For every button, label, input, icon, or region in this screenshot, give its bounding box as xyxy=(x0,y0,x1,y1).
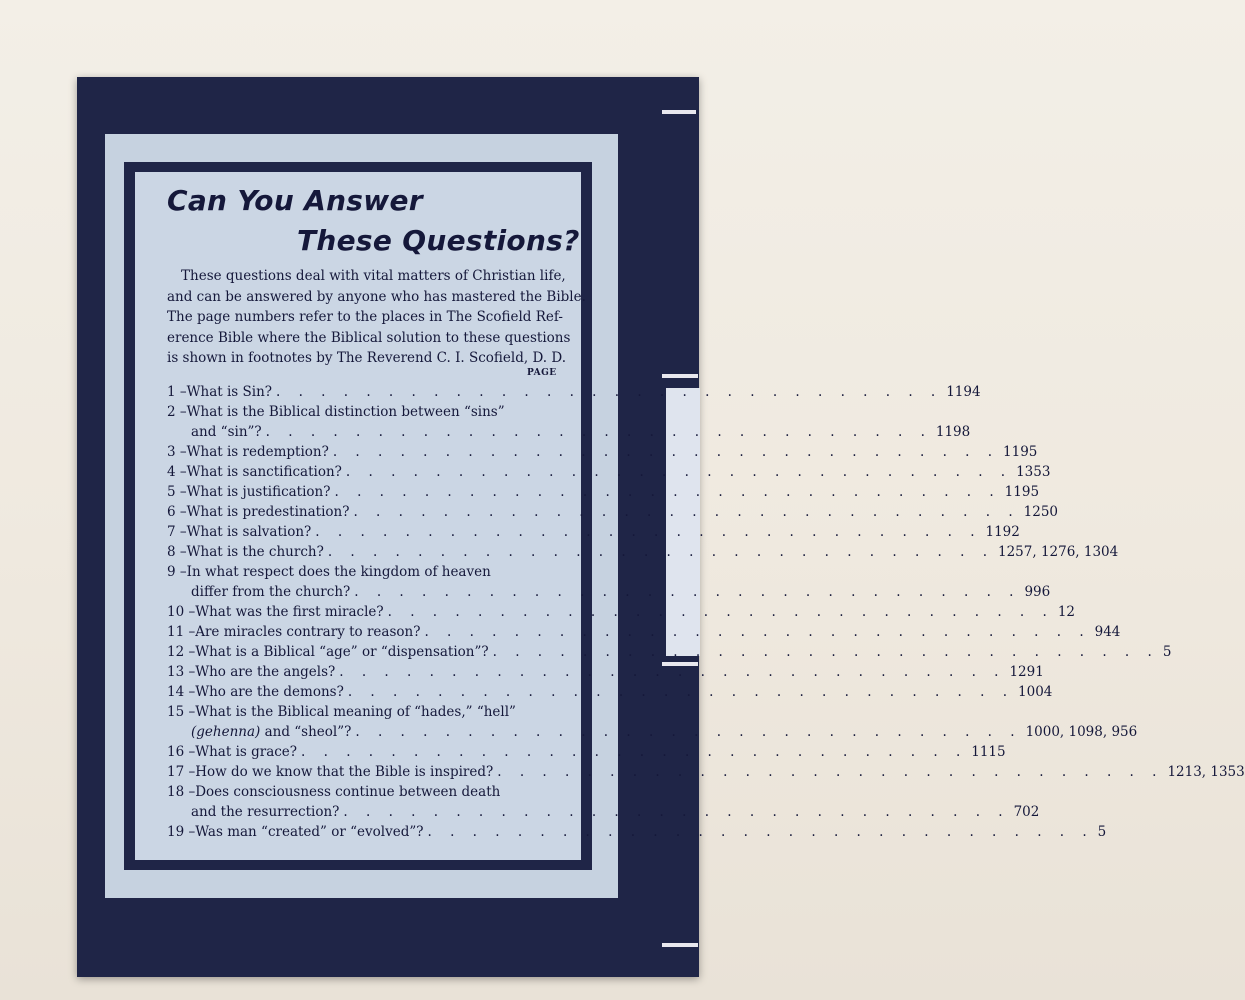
question-text: What is grace? xyxy=(195,744,298,760)
question-number: 2 – xyxy=(167,404,187,420)
dot-leader: . . . . . . . . . . . . . . . . . . . . . . . . . . . . . . xyxy=(347,684,1015,700)
question-text: What was the first miracle? xyxy=(195,604,384,620)
question-text-continued: and “sin”? xyxy=(191,424,262,440)
page-number: 1195 xyxy=(1004,484,1040,500)
dot-leader: . . . . . . . . . . . . . . . . . . . . . . . . . . . . . . xyxy=(315,524,982,540)
page-number: 1000, 1098, 956 xyxy=(1025,724,1138,740)
spine-stripe xyxy=(662,943,698,947)
question-item xyxy=(167,502,1058,522)
question-item xyxy=(167,482,1040,502)
dot-leader: . . . . . . . . . . . . . . . . . . . . . . . . . . . . . . xyxy=(492,644,1159,660)
question-text: Are miracles contrary to reason? xyxy=(195,624,421,640)
page-number: 1198 xyxy=(935,424,971,440)
dot-leader: . . . . . . . . . . . . . . . . . . . . . . . . . . . . . . xyxy=(327,544,994,560)
question-number: 17 – xyxy=(167,764,196,780)
question-number: 9 – xyxy=(167,564,187,580)
dot-leader: . . . . . . . . . . . . . . . . . . . . . . . . . . . . . . xyxy=(345,464,1013,480)
question-item xyxy=(167,662,1044,682)
question-row xyxy=(167,682,1053,702)
question-row xyxy=(167,502,1058,522)
question-text-continued: differ from the church? xyxy=(191,584,351,600)
question-number: 11 – xyxy=(167,624,196,640)
intro-paragraph xyxy=(167,266,586,369)
questions-list xyxy=(167,382,1245,842)
question-item xyxy=(167,542,1119,562)
dot-leader: . . . . . . . . . . . . . . . . . . . . . . . . . . . . . . xyxy=(497,764,1164,780)
question-item xyxy=(167,622,1121,642)
question-row xyxy=(167,642,1172,662)
page-number: 12 xyxy=(1057,604,1075,620)
question-item xyxy=(167,442,1038,462)
intro-line: These questions deal with vital matters of Christian life, xyxy=(181,268,566,284)
dot-leader: . . . . . . . . . . . . . . . . . . . . . . . . . . . . . . xyxy=(355,724,1022,740)
page-number: 1257, 1276, 1304 xyxy=(998,544,1119,560)
spine-stripe xyxy=(662,374,698,378)
question-row xyxy=(167,442,1038,462)
page-number: 1115 xyxy=(971,744,1006,760)
dot-leader: . . . . . . . . . . . . . . . . . . . . . . . . . . . . . . xyxy=(301,744,968,760)
question-number: 6 – xyxy=(167,504,187,520)
question-text: What is sanctification? xyxy=(186,464,342,480)
question-row xyxy=(167,562,559,582)
question-continuation-row xyxy=(167,802,1040,822)
question-row xyxy=(167,822,1107,842)
page-number: 5 xyxy=(1162,644,1172,660)
page-number: 702 xyxy=(1013,804,1040,820)
question-item xyxy=(167,762,1245,782)
question-text: What is the Biblical distinction between “sins” xyxy=(186,404,505,420)
intro-line: The page numbers refer to the places in The Scofield Ref- xyxy=(167,309,563,325)
question-text: What is the Biblical meaning of “hades,” “hell” xyxy=(195,704,516,720)
title-line-1: Can You Answer xyxy=(167,184,423,217)
question-number: 18 – xyxy=(167,784,196,800)
question-row xyxy=(167,522,1020,542)
dot-leader: . . . . . . . . . . . . . . . . . . . . . . . . . . . . . . xyxy=(387,604,1054,620)
page-number: 1194 xyxy=(946,384,981,400)
question-item xyxy=(167,682,1053,702)
dot-leader: . . . . . . . . . . . . . . . . . . . . . . . . . . . . . . xyxy=(332,444,1000,460)
page-number: 996 xyxy=(1024,584,1051,600)
question-continuation-row xyxy=(167,582,1051,602)
question-text: What is Sin? xyxy=(186,384,273,400)
question-row xyxy=(167,702,559,722)
question-text: How do we know that the Bible is inspired? xyxy=(195,764,494,780)
question-number: 3 – xyxy=(167,444,187,460)
dot-leader: . . . . . . . . . . . . . . . . . . . . . . . . . . . . . . xyxy=(353,504,1020,520)
question-row xyxy=(167,662,1044,682)
question-text: Who are the demons? xyxy=(195,684,344,700)
page-number: 5 xyxy=(1097,824,1107,840)
dot-leader: . . . . . . . . . . . . . . . . . . . . . . . . . . . . . . xyxy=(276,384,943,400)
question-row xyxy=(167,462,1051,482)
question-row xyxy=(167,482,1040,502)
question-text: What is redemption? xyxy=(186,444,329,460)
question-number: 16 – xyxy=(167,744,196,760)
question-item xyxy=(167,602,1075,622)
question-item xyxy=(167,562,1051,602)
question-item xyxy=(167,642,1172,662)
intro-line: and can be answered by anyone who has mastered the Bible. xyxy=(167,288,586,305)
page-number: 1195 xyxy=(1003,444,1038,460)
italic-term: (gehenna) xyxy=(191,724,261,740)
question-text: What is justification? xyxy=(186,484,331,500)
question-row xyxy=(167,622,1121,642)
page-number: 944 xyxy=(1094,624,1121,640)
dot-leader: . . . . . . . . . . . . . . . . . . . . . . . . . . . . . . xyxy=(334,484,1001,500)
question-number: 15 – xyxy=(167,704,196,720)
question-number: 7 – xyxy=(167,524,187,540)
dot-leader: . . . . . . . . . . . . . . . . . . . . . . . . . . . . . . xyxy=(339,664,1006,680)
question-item xyxy=(167,462,1051,482)
question-text-continued: (gehenna) and “sheol”? xyxy=(191,724,352,740)
question-text-continued: and the resurrection? xyxy=(191,804,340,820)
question-row xyxy=(167,742,1006,762)
question-row xyxy=(167,402,559,422)
question-row xyxy=(167,782,559,802)
question-row xyxy=(167,602,1075,622)
page-number: 1353 xyxy=(1016,464,1051,480)
question-item xyxy=(167,402,971,442)
page-number: 1004 xyxy=(1018,684,1053,700)
question-item xyxy=(167,522,1020,542)
question-text: What is salvation? xyxy=(186,524,312,540)
dot-leader: . . . . . . . . . . . . . . . . . . . . . . . . . . . . . . xyxy=(427,824,1094,840)
intro-line: is shown in footnotes by The Reverend C. I. Scofield, D. D. xyxy=(167,350,567,366)
question-item xyxy=(167,782,1040,822)
question-text: What is predestination? xyxy=(186,504,350,520)
title-line-2: These Questions? xyxy=(297,224,580,257)
question-continuation-row xyxy=(167,722,1138,742)
question-number: 5 – xyxy=(167,484,187,500)
question-item xyxy=(167,742,1006,762)
question-continuation-row xyxy=(167,422,971,442)
intro-line: erence Bible where the Biblical solution to these questions xyxy=(167,329,571,346)
page-column-header: PAGE xyxy=(527,368,557,378)
question-item xyxy=(167,702,1138,742)
question-text: In what respect does the kingdom of heaven xyxy=(186,564,491,580)
question-row xyxy=(167,382,981,402)
page-number: 1291 xyxy=(1009,664,1044,680)
dot-leader: . . . . . . . . . . . . . . . . . . . . . . . . . . . . . . xyxy=(424,624,1091,640)
question-row xyxy=(167,542,1119,562)
question-text: What is the church? xyxy=(186,544,324,560)
question-item xyxy=(167,382,981,402)
question-item xyxy=(167,822,1107,842)
question-number: 14 – xyxy=(167,684,196,700)
question-text: Was man “created” or “evolved”? xyxy=(195,824,424,840)
question-text: Does consciousness continue between death xyxy=(195,784,501,800)
dot-leader: . . . . . . . . . . . . . . . . . . . . . . . . . . . . . . xyxy=(354,584,1021,600)
question-text: What is a Biblical “age” or “dispensation”? xyxy=(195,644,489,660)
dot-leader: . . . . . . . . . . . . . . . . . . . . . . . . . . . . . . xyxy=(265,424,932,440)
page-number: 1213, 1353 xyxy=(1167,764,1245,780)
question-text: Who are the angels? xyxy=(195,664,336,680)
spine-stripe xyxy=(662,110,696,114)
questions-panel xyxy=(135,172,1245,860)
question-number: 12 – xyxy=(167,644,196,660)
question-number: 4 – xyxy=(167,464,187,480)
page-number: 1250 xyxy=(1023,504,1058,520)
dot-leader: . . . . . . . . . . . . . . . . . . . . . . . . . . . . . . xyxy=(343,804,1010,820)
question-number: 1 – xyxy=(167,384,187,400)
question-number: 10 – xyxy=(167,604,196,620)
page-number: 1192 xyxy=(985,524,1020,540)
question-row xyxy=(167,762,1245,782)
question-number: 19 – xyxy=(167,824,196,840)
question-number: 13 – xyxy=(167,664,196,680)
question-number: 8 – xyxy=(167,544,187,560)
